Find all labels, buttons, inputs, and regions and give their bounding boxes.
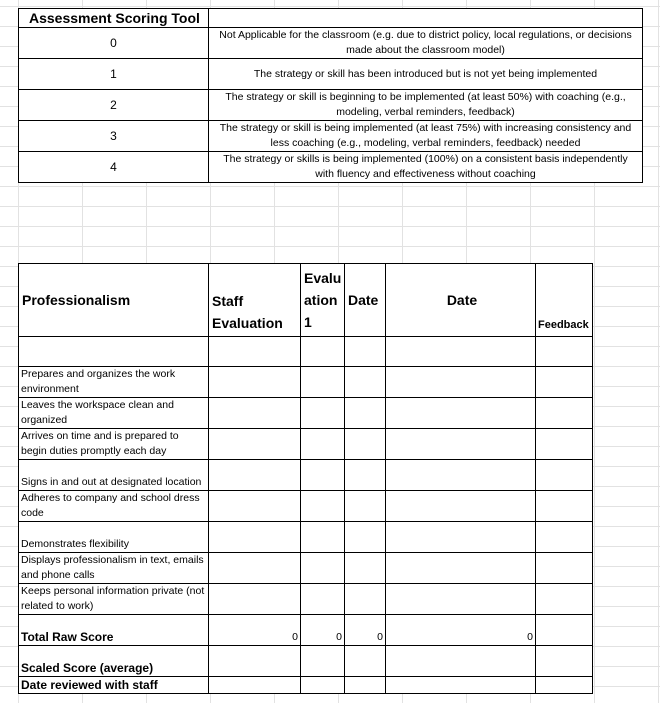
cell[interactable]: [209, 429, 301, 460]
score-description[interactable]: The strategy or skills is being implemented (100%) on a consistent basis independently with fluency and effectiveness without coaching: [209, 152, 643, 183]
score-value[interactable]: 2: [19, 90, 209, 121]
cell[interactable]: [345, 491, 386, 522]
criterion-label[interactable]: Adheres to company and school dress code: [19, 491, 209, 522]
cell[interactable]: [386, 367, 536, 398]
cell[interactable]: [386, 398, 536, 429]
cell[interactable]: [345, 367, 386, 398]
criterion-row: [19, 491, 593, 522]
cell[interactable]: [345, 398, 386, 429]
criterion-row: [19, 553, 593, 584]
cell[interactable]: [536, 491, 593, 522]
assessment-scoring-table: [18, 8, 643, 183]
criterion-label[interactable]: Signs in and out at designated location: [19, 460, 209, 491]
criterion-label[interactable]: Keeps personal information private (not related to work): [19, 584, 209, 615]
criterion-row: [19, 429, 593, 460]
total-date-2[interactable]: 0: [386, 615, 536, 646]
criterion-row: [19, 367, 593, 398]
cell[interactable]: [209, 398, 301, 429]
scoring-row: [19, 152, 643, 183]
cell[interactable]: [301, 522, 345, 553]
cell[interactable]: [19, 337, 209, 367]
cell[interactable]: [209, 337, 301, 367]
scoring-title-blank-cell[interactable]: [209, 9, 643, 28]
cell[interactable]: [345, 337, 386, 367]
date-2-header[interactable]: Date: [386, 264, 536, 337]
criterion-label[interactable]: Leaves the workspace clean and organized: [19, 398, 209, 429]
professionalism-header-row: [19, 264, 593, 337]
date-reviewed-label[interactable]: Date reviewed with staff: [19, 677, 209, 694]
cell[interactable]: [536, 337, 593, 367]
cell[interactable]: [536, 367, 593, 398]
total-staff-evaluation[interactable]: 0: [209, 615, 301, 646]
criterion-label[interactable]: Demonstrates flexibility: [19, 522, 209, 553]
cell[interactable]: [386, 337, 536, 367]
criterion-label[interactable]: Arrives on time and is prepared to begin duties promptly each day: [19, 429, 209, 460]
score-description[interactable]: The strategy or skill is being implemented (at least 75%) with increasing consistency and less coaching (e.g., modeling, verbal reminders, feedback) needed: [209, 121, 643, 152]
cell[interactable]: [209, 677, 301, 694]
cell[interactable]: [536, 646, 593, 677]
criterion-label[interactable]: Displays professionalism in text, emails and phone calls: [19, 553, 209, 584]
cell[interactable]: [345, 460, 386, 491]
criterion-row: [19, 460, 593, 491]
cell[interactable]: [301, 491, 345, 522]
scaled-score-row: [19, 646, 593, 677]
scoring-row: [19, 28, 643, 59]
cell[interactable]: [386, 553, 536, 584]
cell[interactable]: [209, 460, 301, 491]
cell[interactable]: [209, 646, 301, 677]
score-value[interactable]: 3: [19, 121, 209, 152]
score-value[interactable]: 4: [19, 152, 209, 183]
cell[interactable]: [536, 460, 593, 491]
cell[interactable]: [536, 677, 593, 694]
cell[interactable]: [536, 429, 593, 460]
cell[interactable]: [301, 584, 345, 615]
total-raw-score-label[interactable]: Total Raw Score: [19, 615, 209, 646]
cell[interactable]: [301, 337, 345, 367]
cell[interactable]: [301, 553, 345, 584]
total-date-1[interactable]: 0: [345, 615, 386, 646]
cell[interactable]: [536, 398, 593, 429]
scoring-title[interactable]: Assessment Scoring Tool: [19, 9, 209, 28]
score-description[interactable]: Not Applicable for the classroom (e.g. due to district policy, local regulations, or decisions made about the classroom model): [209, 28, 643, 59]
cell[interactable]: [386, 429, 536, 460]
cell[interactable]: [536, 522, 593, 553]
cell[interactable]: [301, 646, 345, 677]
professionalism-table: [18, 263, 593, 694]
cell[interactable]: [536, 584, 593, 615]
date-reviewed-row: [19, 677, 593, 694]
total-raw-score-row: [19, 615, 593, 646]
cell[interactable]: [301, 429, 345, 460]
cell[interactable]: [301, 460, 345, 491]
criterion-row: [19, 398, 593, 429]
cell[interactable]: [345, 553, 386, 584]
score-value[interactable]: 1: [19, 59, 209, 90]
scoring-title-row: [19, 9, 643, 28]
cell[interactable]: [386, 677, 536, 694]
cell[interactable]: [536, 615, 593, 646]
cell[interactable]: [386, 460, 536, 491]
cell[interactable]: [345, 522, 386, 553]
score-description[interactable]: The strategy or skill has been introduced but is not yet being implemented: [209, 59, 643, 90]
total-evaluation-1[interactable]: 0: [301, 615, 345, 646]
scoring-row: [19, 121, 643, 152]
cell[interactable]: [345, 584, 386, 615]
staff-evaluation-header[interactable]: Staff Evaluation: [209, 264, 301, 337]
cell[interactable]: [386, 491, 536, 522]
cell[interactable]: [345, 646, 386, 677]
cell[interactable]: [386, 584, 536, 615]
cell[interactable]: [209, 584, 301, 615]
cell[interactable]: [209, 553, 301, 584]
scoring-row: [19, 90, 643, 121]
cell[interactable]: [301, 398, 345, 429]
criterion-label[interactable]: Prepares and organizes the work environment: [19, 367, 209, 398]
blank-row: [19, 337, 593, 367]
cell[interactable]: [209, 367, 301, 398]
score-value[interactable]: 0: [19, 28, 209, 59]
cell[interactable]: [386, 522, 536, 553]
feedback-header[interactable]: Feedback: [536, 264, 593, 337]
professionalism-header[interactable]: Professionalism: [19, 264, 209, 337]
criterion-row: [19, 584, 593, 615]
scoring-row: [19, 59, 643, 90]
cell[interactable]: [301, 677, 345, 694]
scaled-score-label[interactable]: Scaled Score (average): [19, 646, 209, 677]
cell[interactable]: [209, 522, 301, 553]
evaluation-1-header[interactable]: Evaluation 1: [301, 264, 345, 337]
cell[interactable]: [536, 553, 593, 584]
cell[interactable]: [345, 677, 386, 694]
criterion-row: [19, 522, 593, 553]
cell[interactable]: [345, 429, 386, 460]
score-description[interactable]: The strategy or skill is beginning to be implemented (at least 50%) with coaching (e.g., modeling, verbal reminders, feedback): [209, 90, 643, 121]
cell[interactable]: [209, 491, 301, 522]
cell[interactable]: [386, 646, 536, 677]
date-1-header[interactable]: Date: [345, 264, 386, 337]
cell[interactable]: [301, 367, 345, 398]
